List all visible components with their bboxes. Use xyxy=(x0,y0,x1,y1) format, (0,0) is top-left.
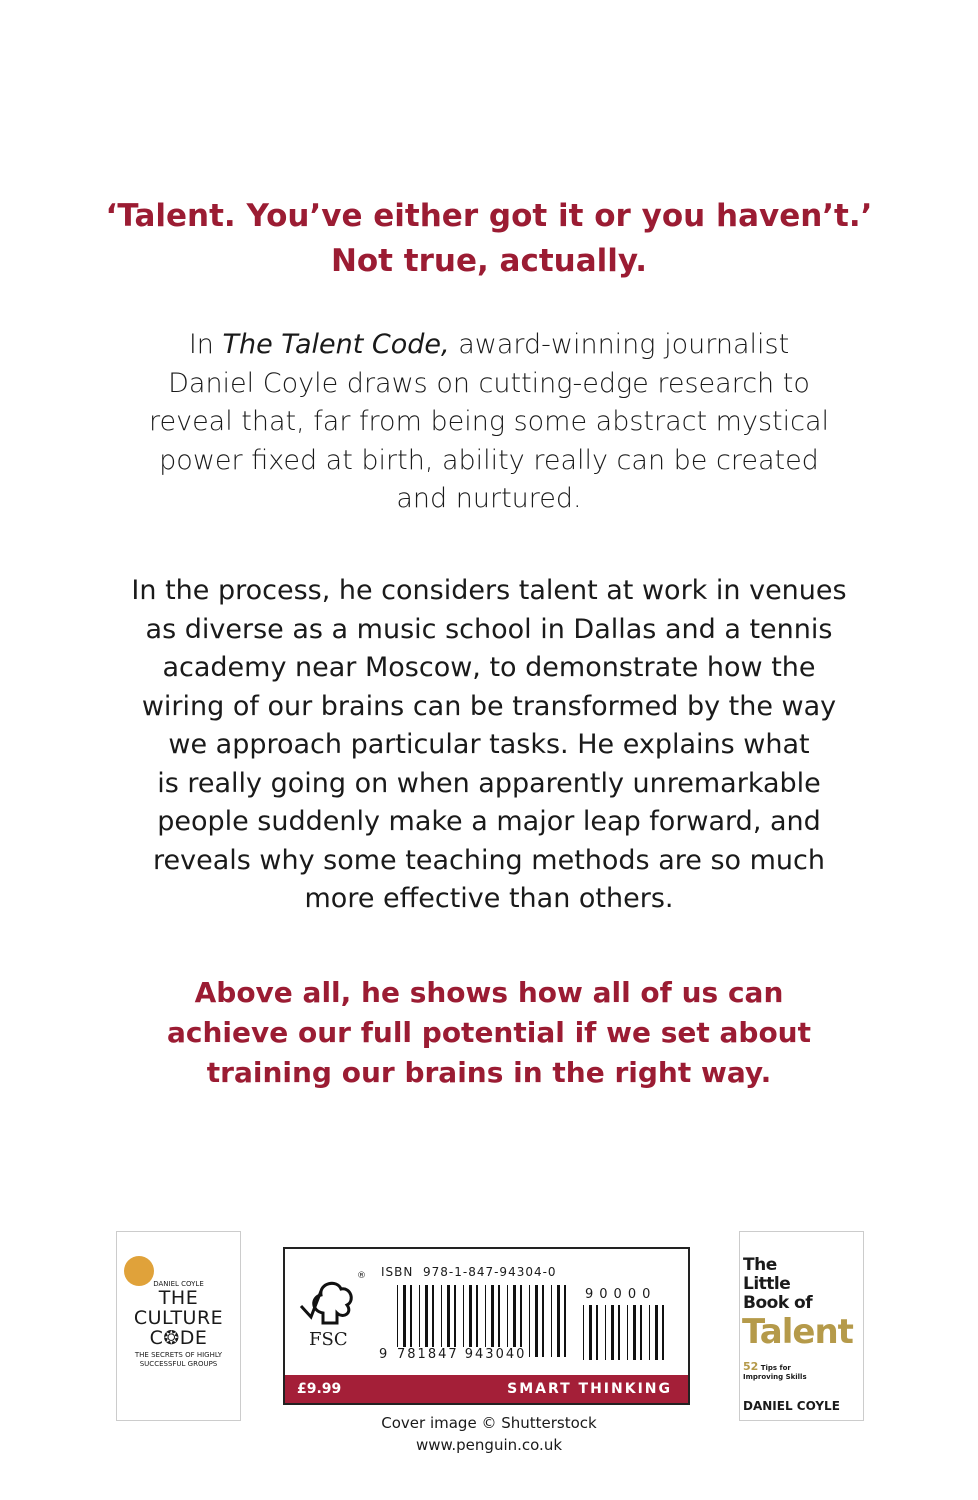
barcode-bar xyxy=(535,1285,538,1357)
closing-line: achieve our full potential if we set about xyxy=(166,1016,811,1049)
barcode-bar xyxy=(618,1305,620,1360)
cover-title-line: The xyxy=(743,1255,777,1275)
barcode-bar xyxy=(596,1305,598,1360)
book-title: The Talent Code, xyxy=(222,329,450,360)
barcode-bar xyxy=(589,1305,592,1360)
blurb-line: In the process, he considers talent at work in venues xyxy=(131,575,847,606)
barcode-bar xyxy=(605,1305,606,1360)
barcode-digit: 9 xyxy=(379,1347,388,1362)
blurb-line: we approach particular tasks. He explains what xyxy=(168,729,810,760)
fsc-label: FSC xyxy=(309,1329,348,1350)
cover-title-line: THE xyxy=(158,1287,199,1309)
culture-code-cover-thumbnail xyxy=(116,1231,241,1421)
blurb-line: and nurtured. xyxy=(396,483,582,514)
tips-text: Improving Skills xyxy=(743,1373,807,1381)
barcode-bar xyxy=(583,1305,584,1360)
barcode-bar xyxy=(529,1285,530,1357)
cover-author: DANIEL COYLE xyxy=(153,1280,204,1288)
barcode-bar xyxy=(611,1305,614,1360)
barcode-bar xyxy=(551,1285,552,1357)
blurb-line: power fixed at birth, ability really can be created xyxy=(159,444,819,476)
credits xyxy=(0,1412,978,1456)
isbn-text: ISBN 978-1-847-94304-0 xyxy=(381,1265,557,1279)
barcode-bar xyxy=(633,1305,636,1360)
cover-big-title: Talent xyxy=(742,1312,853,1352)
blurb-line: wiring of our brains can be transformed by the way xyxy=(141,690,837,722)
blurb-line: people suddenly make a major leap forward, and xyxy=(157,806,821,837)
price: £9.99 xyxy=(297,1381,342,1397)
cover-subtitle-line: THE SECRETS OF HIGHLY xyxy=(134,1351,223,1359)
headline-line: ‘Talent. You’ve either got it or you haven’t.’ xyxy=(105,198,873,234)
blurb-line: as diverse as a music school in Dallas and a tennis xyxy=(145,613,833,645)
barcode-bar xyxy=(627,1305,628,1360)
tips-text: Tips for xyxy=(760,1364,791,1372)
barcode-bar xyxy=(655,1305,658,1360)
barcode-bar xyxy=(640,1305,642,1360)
cover-title-line: Book of xyxy=(743,1293,813,1313)
addon-barcode-icon xyxy=(583,1305,665,1360)
cover-credit: Cover image © Shutterstock xyxy=(381,1414,597,1432)
blurb-line: more effective than others. xyxy=(304,883,674,914)
barcode-bar xyxy=(542,1285,544,1357)
tips-number: 52 xyxy=(743,1360,759,1373)
blurb-line: reveal that, far from being some abstract mystical xyxy=(148,406,830,437)
headline xyxy=(0,194,978,284)
price-addon-digits: 90000 xyxy=(585,1287,657,1302)
barcode-bar xyxy=(649,1305,650,1360)
blurb-line: reveals why some teaching methods are so much xyxy=(153,844,825,876)
series-label: SMART THINKING xyxy=(507,1381,672,1397)
closing-line: training our brains in the right way. xyxy=(206,1056,772,1089)
publisher-url[interactable]: www.penguin.co.uk xyxy=(415,1436,563,1454)
text: In xyxy=(188,329,223,360)
barcode-panel xyxy=(283,1247,690,1405)
blurb-paragraph-2 xyxy=(0,572,978,919)
closing-line: Above all, he shows how all of us can xyxy=(194,976,784,1009)
cover-author: DANIEL COYLE xyxy=(743,1399,840,1413)
registered-mark: ® xyxy=(357,1271,366,1281)
blurb-line: is really going on when apparently unremarkable xyxy=(157,767,821,799)
badge-icon xyxy=(124,1256,154,1286)
blurb-line xyxy=(0,326,978,365)
little-book-of-talent-cover-thumbnail xyxy=(739,1231,864,1421)
barcode-bar xyxy=(564,1285,566,1357)
cover-subtitle-line: SUCCESSFUL GROUPS xyxy=(139,1360,218,1368)
barcode-bar xyxy=(662,1305,664,1360)
cover-title-line: C❂DE xyxy=(149,1327,208,1349)
blurb-line: Daniel Coyle draws on cutting-edge research to xyxy=(168,367,810,399)
blurb-line: academy near Moscow, to demonstrate how the xyxy=(162,652,816,683)
barcode-digits: 781847 943040 xyxy=(397,1347,527,1362)
headline-line: Not true, actually. xyxy=(330,243,648,279)
blurb-paragraph-1 xyxy=(0,326,978,519)
closing-statement xyxy=(0,973,978,1093)
cover-title-line: Little xyxy=(743,1274,791,1294)
barcode-bar xyxy=(557,1285,560,1357)
price-bar xyxy=(285,1375,688,1403)
cover-title-line: CULTURE xyxy=(133,1307,224,1329)
text: award-winning journalist xyxy=(449,329,790,360)
